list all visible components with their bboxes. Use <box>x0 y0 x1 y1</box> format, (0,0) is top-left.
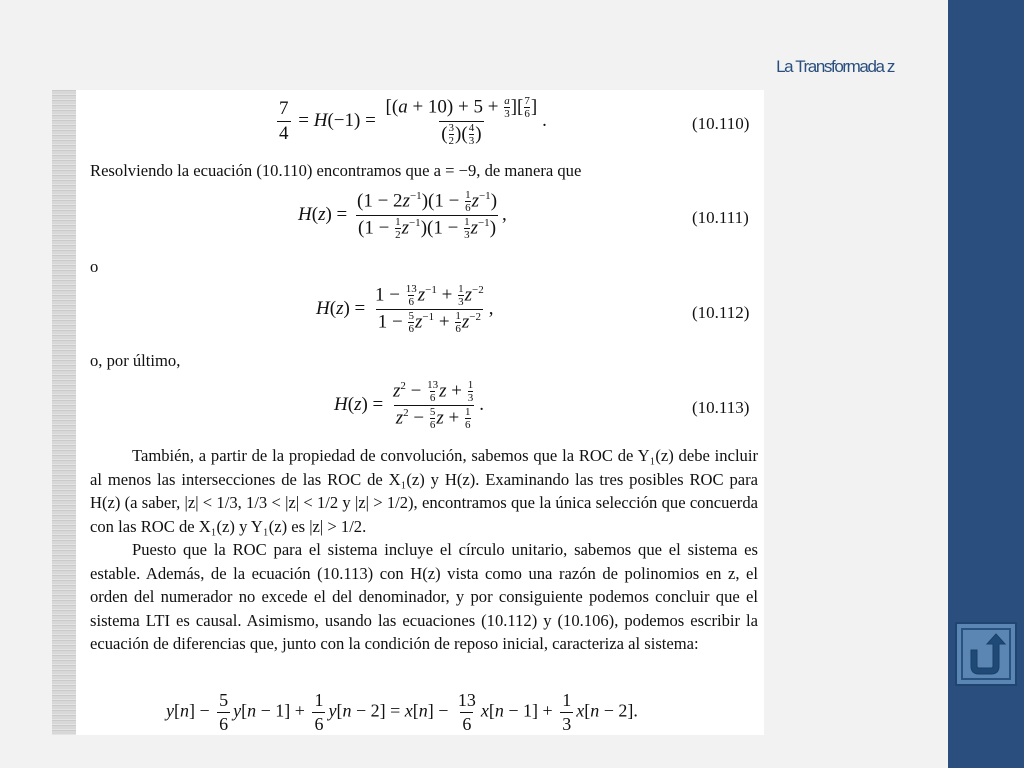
difference-equation: y[n] − $\frac{5}{6}$ y[n − 1] + $\frac{1}{6}$ y[n − 2] = x[n] − $\frac{13}{6}$ x[n − 1] + $\frac{1}{3}$ x[n − 2]. <box>166 690 638 734</box>
paragraph-resolviendo: Resolviendo la ecuación (10.110) encontramos que a = −9, de manera que <box>90 161 582 180</box>
page-spine-shadow <box>52 90 76 735</box>
return-button[interactable] <box>955 622 1017 686</box>
equation-number: (10.110) <box>692 114 750 133</box>
page-title: La Transformada z <box>776 57 894 76</box>
equation-10-110: $\frac{7}{4}$ = H(−1) = [(a + 10) + 5 + $\frac{a}{3}$ ][ $\frac{7}{6}$ ] ( $\frac{3}{2}$ )( $\frac{4}{3}$ ) . <box>279 95 547 147</box>
paragraph-convolucion: También, a partir de la propiedad de convolución, sabemos que la ROC de Y₁(z) debe incluir al menos las intersecciones de las ROC de X₁(z) y H(z). Examinando las tres posibles ROC para H(z) (a saber, |z| < 1/3, 1/3 < |z| < 1/2 y |z| > 1/2), encontramos que la única selección que concuerda con las ROC de X₁(z) y Y₁(z) es |z| > 1/2. <box>90 446 758 536</box>
scanned-page <box>52 90 764 735</box>
equation-number: (10.112) <box>692 303 750 322</box>
paragraph-estabilidad: Puesto que la ROC para el sistema incluye el círculo unitario, sabemos que el sistema es estable. Además, de la ecuación (10.113) con H(z) vista como una razón de polinomios en z, el orden del numerador no excede el del denominador, y por consiguiente podemos concluir que el sistema LTI es causal. Asimismo, usando las ecuaciones (10.112) y (10.106), podemos escribir la ecuación de diferencias que, junto con la condición de reposo inicial, caracteriza al sistema: <box>90 540 758 653</box>
text-o-por-ultimo: o, por último, <box>90 351 181 370</box>
equation-10-112: H(z) = 1 − $\frac{13}{6}$ $z^{-1}$ + $\frac{1}{3}$ $z^{-2}$ 1 − $\frac{5}{6}$ $z^{-1}$ + $\frac{1}{6}$ $z^{-2}$ , <box>316 283 494 335</box>
equation-10-111: H(z) = $(1 - 2z^{-1})(1$ − $\frac{1}{6}$ $z^{-1}$) (1 − $\frac{1}{2}$ $z^{-1})(1$ − $\frac{1}{3}$ $z^{-1}$) , <box>298 189 507 241</box>
equation-number: (10.111) <box>692 208 749 227</box>
equation-10-113: H(z) = $z^2$ − $\frac{13}{6}$ z + $\frac{1}{3}$ $z^2$ − $\frac{5}{6}$ z + $\frac{1}{6}$ . <box>334 379 485 431</box>
text-o: o <box>90 257 99 276</box>
u-turn-arrow-icon <box>961 628 1011 680</box>
equation-number: (10.113) <box>692 398 750 417</box>
